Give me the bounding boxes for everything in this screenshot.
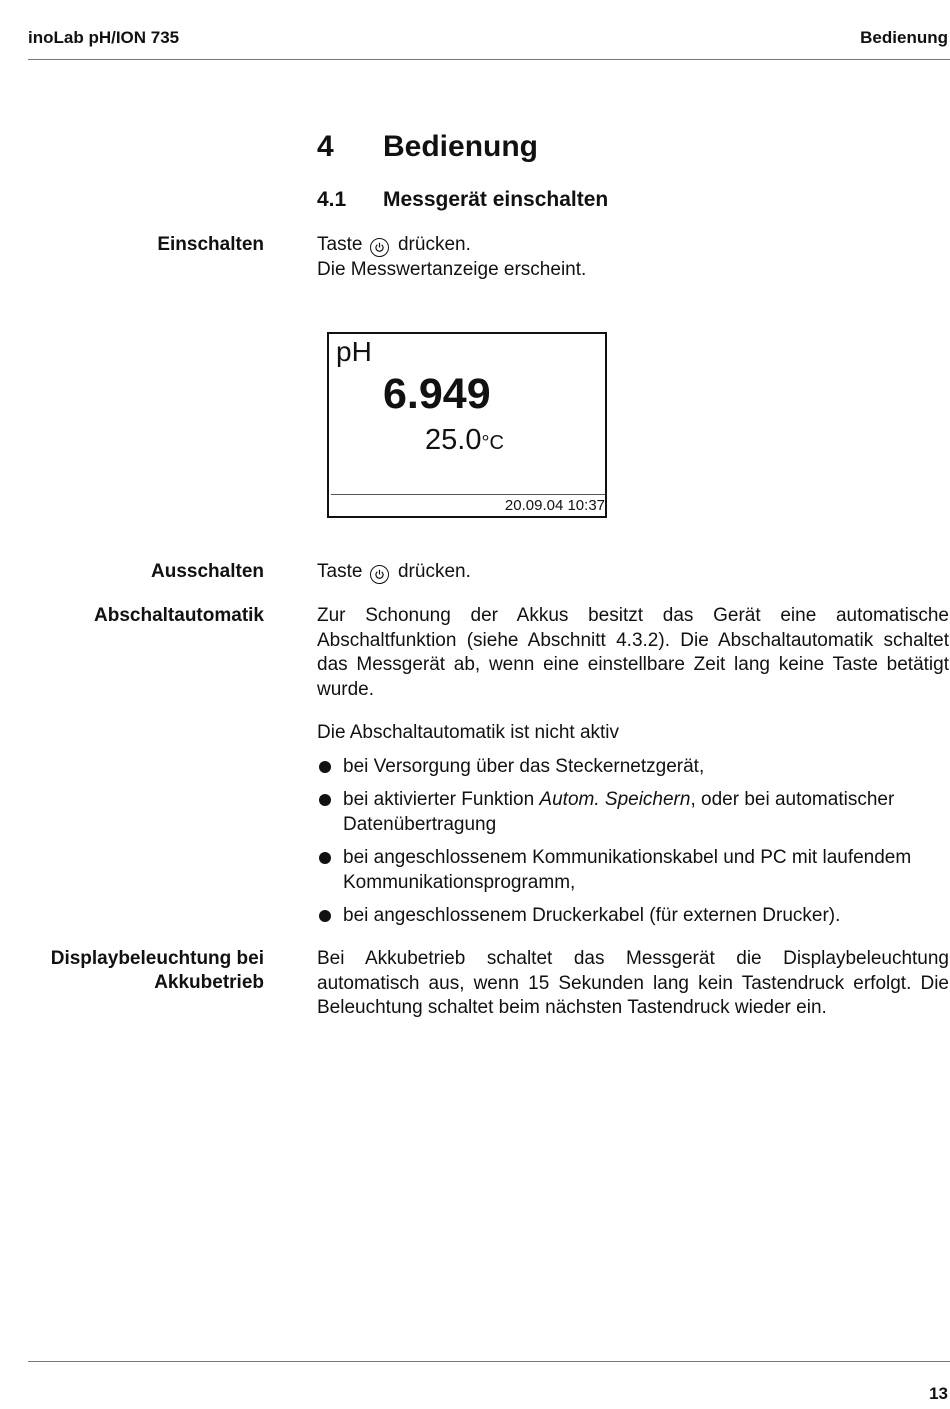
section-title: Messgerät einschalten	[383, 188, 609, 211]
section-number: 4.1	[317, 188, 347, 211]
function-name: Autom. Speichern	[539, 789, 691, 810]
list-item: bei angeschlossenem Druckerkabel (für externen Drucker).	[317, 904, 949, 929]
abschaltautomatik-paragraph-1: Zur Schonung der Akkus besitzt das Gerät eine automatische Abschaltfunktion (siehe Abschnitt 4.3.2). Die Abschaltautomatik schaltet das Messgerät ab, wenn eine einstellbare Zeit lang keine Taste betätigt wurde.	[317, 605, 949, 700]
list-item: bei Versorgung über das Steckernetzgerät,	[317, 755, 949, 780]
displaybeleuchtung-text: Bei Akkubetrieb schaltet das Messgerät die Displaybeleuchtung automatisch aus, wenn 15 Sekunden lang kein Tastendruck erfolgt. Die Beleuchtung schaltet beim nächsten Tastendruck wieder ein.	[317, 948, 949, 1018]
display-temperature-unit: °C	[481, 432, 504, 454]
abschaltautomatik-text	[317, 604, 949, 938]
chapter-title: Bedienung	[383, 130, 538, 163]
running-header-title: inoLab pH/ION 735	[28, 28, 180, 47]
display-divider	[331, 494, 605, 495]
bullet-icon	[319, 794, 331, 806]
footer-rule	[28, 1361, 950, 1362]
side-label-displaybeleuchtung: Displaybeleuchtung bei Akkubetrieb	[50, 948, 264, 993]
page-number: 13	[929, 1384, 948, 1403]
power-key-icon	[370, 238, 389, 257]
bullet-icon	[319, 852, 331, 864]
side-label-einschalten: Einschalten	[157, 234, 264, 255]
einschalten-line-1: Taste drücken.	[317, 234, 471, 255]
einschalten-text	[317, 233, 949, 282]
list-item: bei angeschlossenem Kommunikationskabel und PC mit laufendem Kommunikationsprogramm,	[317, 846, 949, 895]
header-rule	[28, 59, 950, 60]
einschalten-line-2: Die Messwertanzeige erscheint.	[317, 258, 587, 280]
ausschalten-text: Taste drücken.	[317, 561, 471, 582]
display-measured-value: 6.949	[383, 370, 491, 418]
power-key-icon	[370, 565, 389, 584]
chapter-number: 4	[317, 130, 334, 163]
side-label-abschaltautomatik: Abschaltautomatik	[94, 605, 264, 626]
running-header-section: Bedienung	[860, 28, 948, 47]
display-datetime: 20.09.04 10:37	[504, 497, 605, 514]
display-parameter: pH	[336, 336, 372, 367]
bullet-icon	[319, 910, 331, 922]
list-item: bei aktivierter Funktion Autom. Speichern, oder bei automatischer Datenübertragung	[317, 788, 949, 837]
display-temperature: 25.0°C	[425, 424, 504, 456]
bullet-icon	[319, 761, 331, 773]
meter-display	[327, 332, 607, 518]
side-label-ausschalten: Ausschalten	[151, 561, 264, 582]
abschaltautomatik-paragraph-2: Die Abschaltautomatik ist nicht aktiv	[317, 722, 620, 743]
exception-list	[317, 755, 949, 929]
